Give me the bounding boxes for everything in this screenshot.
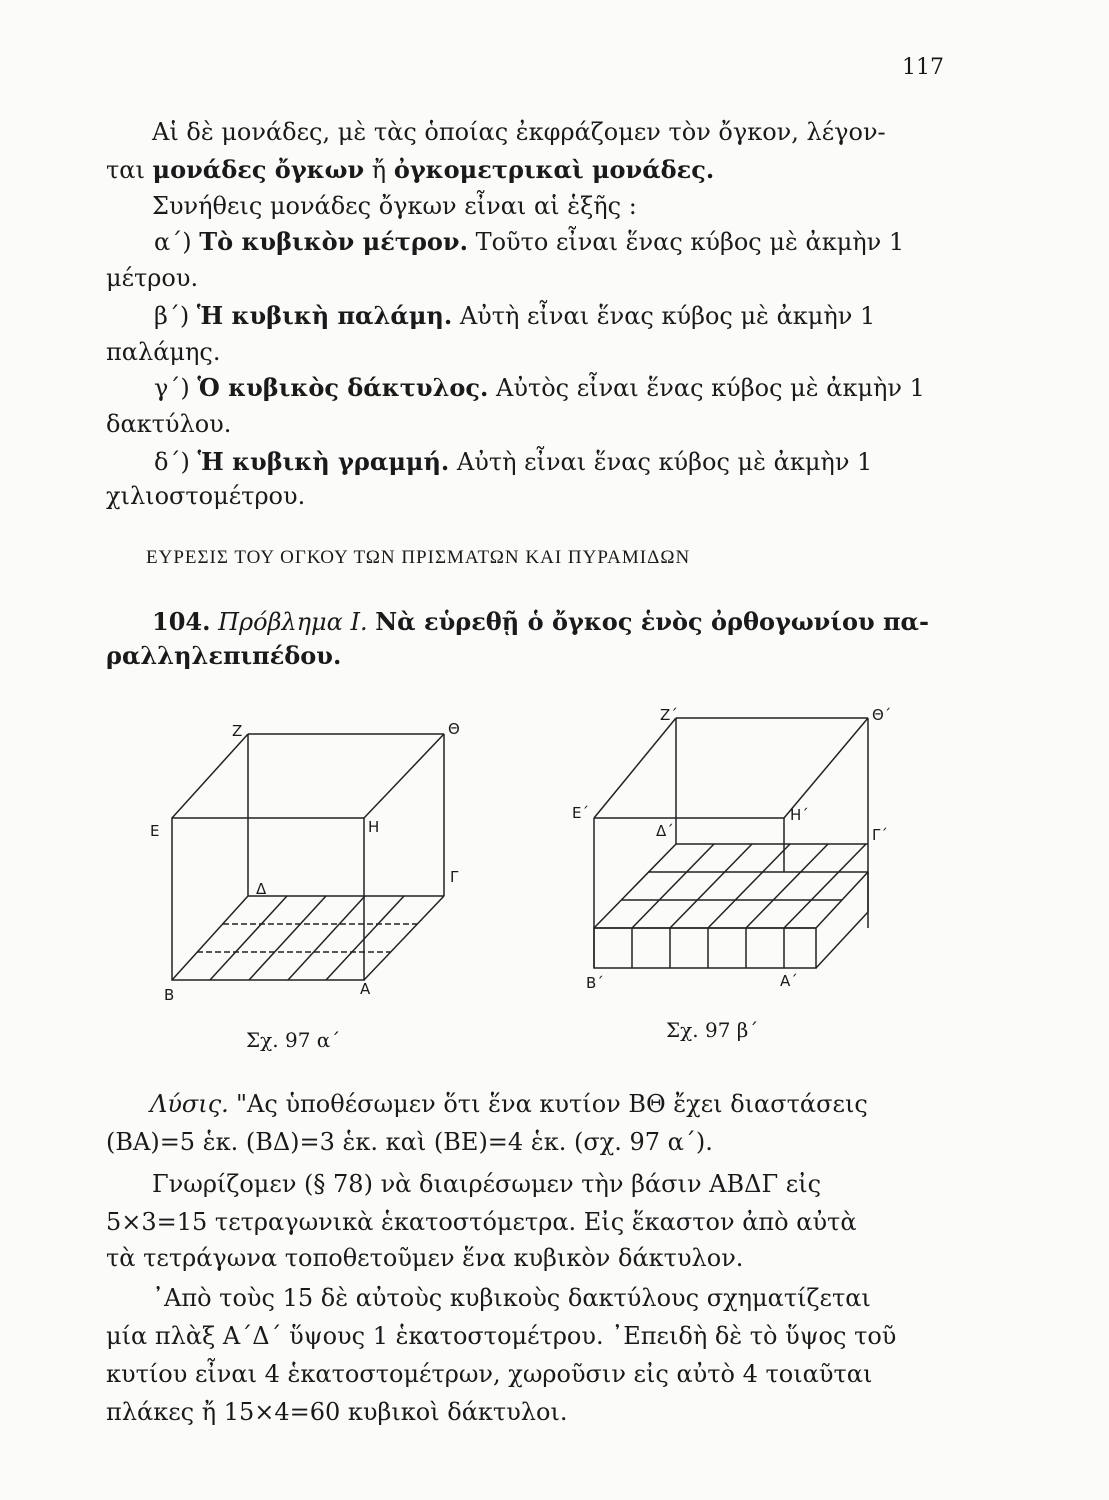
problem-title: Νὰ εὑρεθῇ ὁ ὄγκος ἑνὸς ὀρθογωνίου πα- xyxy=(375,607,929,636)
fig-b-edge xyxy=(594,718,676,818)
solution-line-5: τὰ τετράγωνα τοποθετοῦμεν ἕνα κυβικὸν δάκτυλον. xyxy=(106,1244,744,1272)
fig-a-label-d: Δ xyxy=(256,880,267,898)
fig-b-grid xyxy=(784,844,866,928)
section-heading: ΕΥΡΕΣΙΣ ΤΟΥ ΟΓΚΟΥ ΤΩΝ ΠΡΙΣΜΑΤΩΝ ΚΑΙ ΠΥΡΑΜΙΔΩΝ xyxy=(146,547,691,568)
figure-97b-drawing xyxy=(594,718,868,968)
fig-b-label-g: Γ΄ xyxy=(872,826,888,844)
solution-line-9: πλάκες ἤ 15×4=60 κυβικοὶ δάκτυλοι. xyxy=(106,1398,568,1426)
fig-a-label-theta: Θ xyxy=(448,720,460,738)
solution-line-6: ᾿Απὸ τοὺς 15 δὲ αὐτοὺς κυβικοὺς δακτύλους σχηματίζεται xyxy=(152,1284,871,1312)
unit-label: α΄) xyxy=(154,228,192,256)
fig-b-edge xyxy=(784,718,868,818)
term-volumetric-units: ὀγκομετρικαὶ μονάδες. xyxy=(393,155,715,184)
problem-title-line-2: ραλληλεπιπέδου. xyxy=(106,641,342,670)
fig-b-label-e: Ε΄ xyxy=(572,804,589,822)
fig-a-caption: Σχ. 97 α΄ xyxy=(246,1028,341,1052)
solution-label: Λύσις. xyxy=(150,1090,229,1118)
unit-text: Αὐτὸς εἶναι ἕνας κύβος μὲ ἀκμὴν 1 xyxy=(496,374,925,402)
fig-a-label-g: Γ xyxy=(450,868,459,886)
unit-text: Τοῦτο εἶναι ἕνας κύβος μὲ ἀκμὴν 1 xyxy=(475,228,905,256)
fig-b-label-theta: Θ΄ xyxy=(872,706,892,724)
problem-label: Πρόβλημα I. xyxy=(218,608,368,636)
fig-a-front-face xyxy=(172,818,364,980)
unit-label: δ΄) xyxy=(154,448,190,476)
intro-line-2-prefix: ται xyxy=(106,156,145,184)
page-number: 117 xyxy=(902,55,944,80)
unit-item-c-cont: δακτύλου. xyxy=(106,410,232,438)
fig-b-grid xyxy=(708,844,790,928)
solution-line-7: μία πλὰξ Α΄Δ΄ ὕψους 1 ἑκατοστομέτρου. ᾿Επειδὴ δὲ τὸ ὕψος τοῦ xyxy=(106,1322,897,1350)
fig-b-grid xyxy=(632,844,714,928)
fig-a-label-e: Ε xyxy=(150,822,160,840)
fig-a-grid xyxy=(326,896,404,980)
fig-a-edge xyxy=(364,896,444,980)
unit-item-b-cont: παλάμης. xyxy=(106,338,221,366)
unit-label: γ΄) xyxy=(154,374,190,402)
fig-b-label-b: Β΄ xyxy=(586,974,604,992)
intro-line-2-or: ἤ xyxy=(371,156,387,184)
unit-text: Αὐτὴ εἶναι ἕνας κύβος μὲ ἀκμὴν 1 xyxy=(456,448,873,476)
fig-b-grid xyxy=(746,844,828,928)
problem-number: 104. xyxy=(152,607,211,636)
figure-97a-drawing xyxy=(172,734,444,980)
unit-name: Ὁ κυβικὸς δάκτυλος. xyxy=(197,373,489,402)
unit-name: Ἡ κυβικὴ παλάμη. xyxy=(196,301,453,330)
fig-b-label-d: Δ΄ xyxy=(656,822,674,840)
fig-b-label-z: Ζ΄ xyxy=(660,706,678,724)
fig-b-label-a: Α΄ xyxy=(780,972,798,990)
fig-b-slab xyxy=(594,844,676,928)
fig-a-label-h: Η xyxy=(368,818,380,836)
fig-b-caption: Σχ. 97 β΄ xyxy=(666,1018,759,1042)
solution-line-8: κυτίου εἶναι 4 ἑκατοστομέτρων, χωροῦσιν εἰς αὐτὸ 4 τοιαῦται xyxy=(106,1360,873,1388)
unit-name: Τὸ κυβικὸν μέτρον. xyxy=(199,227,468,256)
intro-line-1: Αἱ δὲ μονάδες, μὲ τὰς ὁποίας ἐκφράζομεν τὸν ὄγκον, λέγον- xyxy=(152,118,886,146)
fig-a-label-z: Ζ xyxy=(232,722,243,740)
unit-name: Ἡ κυβικὴ γραμμή. xyxy=(197,447,450,476)
solution-line-4: 5×3=15 τετραγωνικὰ ἑκατοστόμετρα. Εἰς ἕκαστον ἀπὸ αὐτὰ xyxy=(106,1208,857,1236)
fig-a-grid xyxy=(288,896,365,980)
solution-line-1: "Ας ὑποθέσωμεν ὅτι ἕνα κυτίον ΒΘ ἔχει διαστάσεις xyxy=(236,1090,868,1118)
unit-text: Αὐτὴ εἶναι ἕνας κύβος μὲ ἀκμὴν 1 xyxy=(459,302,876,330)
fig-a-label-b: Β xyxy=(164,986,175,1004)
fig-a-edge xyxy=(172,734,248,818)
fig-b-front-row xyxy=(594,928,816,968)
fig-a-edge xyxy=(172,896,248,980)
fig-a-grid xyxy=(249,896,326,980)
intro-line-3: Συνήθεις μονάδες ὄγκων εἶναι αἱ ἑξῆς : xyxy=(152,192,637,220)
fig-b-label-h: Η΄ xyxy=(790,806,809,824)
fig-a-edge xyxy=(364,734,444,818)
solution-line-2: (ΒΑ)=5 ἑκ. (ΒΔ)=3 ἑκ. καὶ (ΒΕ)=4 ἑκ. (σχ. 97 α΄). xyxy=(106,1128,713,1156)
term-volume-units: μονάδες ὄγκων xyxy=(152,155,365,184)
unit-item-d-cont: χιλιοστομέτρου. xyxy=(106,482,306,510)
fig-b-grid xyxy=(670,844,752,928)
fig-a-grid xyxy=(210,896,287,980)
solution-line-3: Γνωρίζομεν (§ 78) νὰ διαιρέσωμεν τὴν βάσιν ΑΒΔΓ εἰς xyxy=(152,1170,822,1198)
unit-label: β΄) xyxy=(154,302,190,330)
unit-item-a-cont: μέτρου. xyxy=(106,264,199,292)
fig-a-label-a: Α xyxy=(360,980,371,998)
